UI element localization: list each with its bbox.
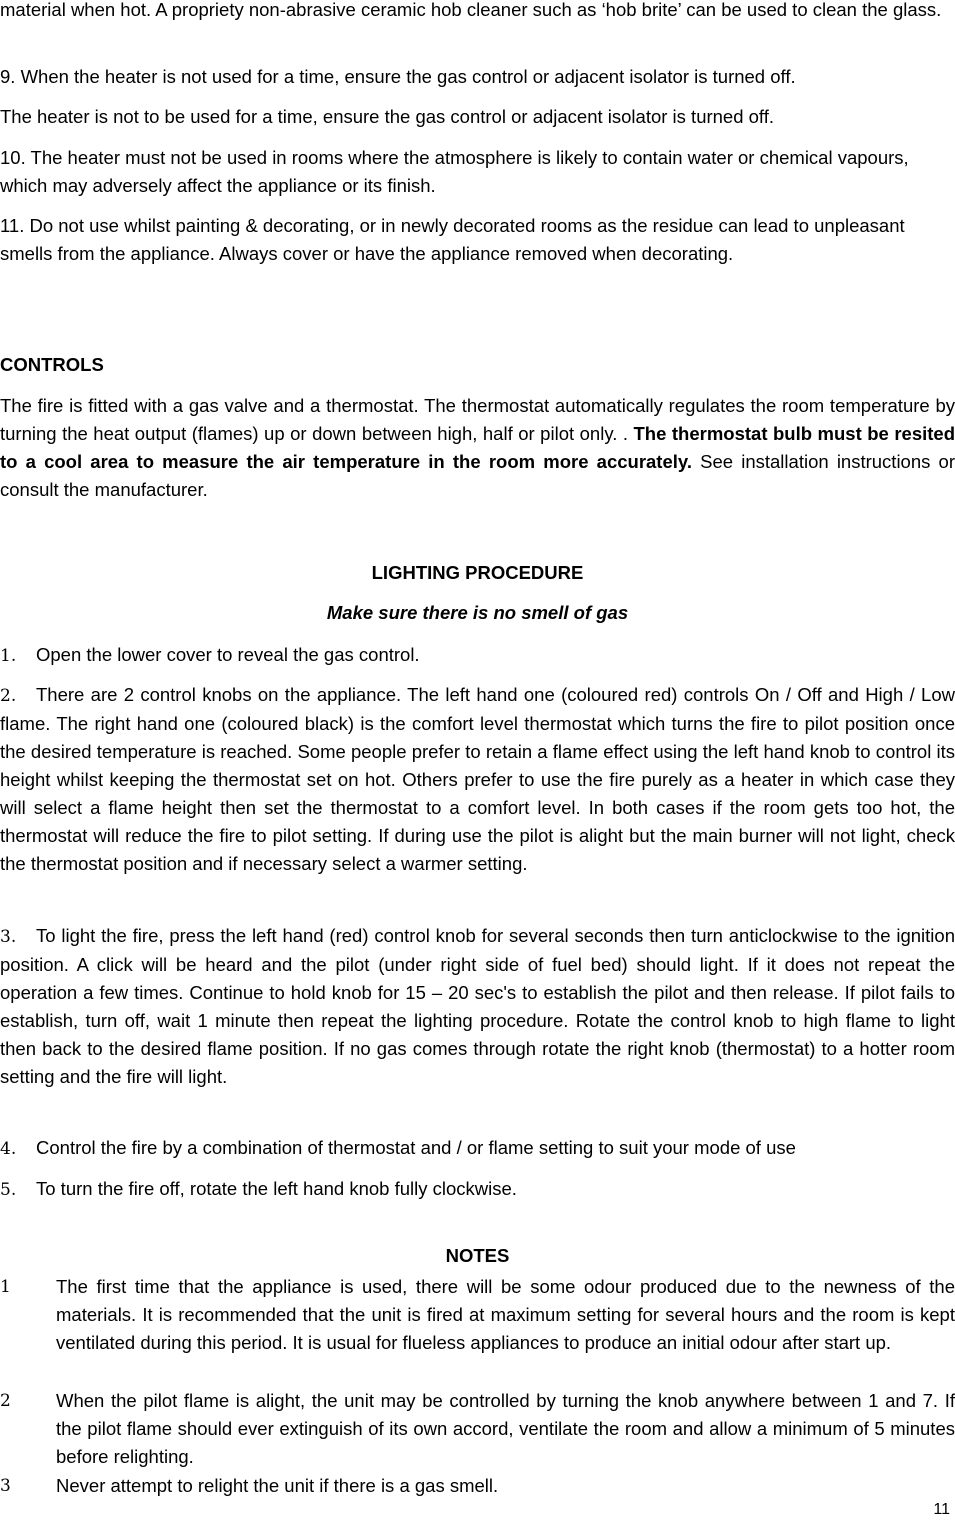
item-11: 11. Do not use whilst painting & decorating, or in newly decorated rooms as the residue can lead to unpleasant smells from the appliance. Always cover or have the appliance removed when decorating.: [0, 215, 905, 264]
note-text: The first time that the appliance is used, there will be some odour produced due to the newness of the materials. It is recommended that the unit is fired at maximum setting for several hours and the room is kept ventilated during this period. It is usual for flueless appliances to produce an initial odour after start up.: [56, 1276, 955, 1353]
notes-heading: NOTES: [445, 1245, 510, 1266]
note-item-2: [0, 1387, 955, 1471]
note-item-3: [0, 1472, 955, 1500]
item-10: 10. The heater must not be used in rooms where the atmosphere is likely to contain water or chemical vapours, which may adversely affect the appliance or its finish.: [0, 147, 909, 196]
lighting-step-4: [0, 1134, 955, 1163]
controls-paragraph: [0, 392, 955, 504]
controls-bold-text: The thermostat bulb must be resited to a cool area to measure the air temperature in the room more accurately.: [0, 423, 955, 472]
step-text: There are 2 control knobs on the appliance. The left hand one (coloured red) controls On / Off and High / Low flame. The right hand one (coloured black) is the comfort level thermostat which turns the fire to pilot position once the desired temperature is reached. Some people prefer to retain a flame effect using the left hand knob to control its height whilst keeping the thermostat set on hot. Others prefer to use the fire purely as a heater in which case they will select a flame height then set the thermostat to a comfort level. In both cases if the room gets too hot, the thermostat will reduce the fire to pilot setting. If during use the pilot is alight but the main burner will not light, check the thermostat position and if necessary select a warmer setting.: [0, 684, 955, 874]
lighting-step-3: [0, 922, 955, 1091]
note-number: 3: [0, 1476, 11, 1496]
lighting-subheading: Make sure there is no smell of gas: [326, 602, 629, 623]
lighting-step-2: [0, 681, 955, 878]
step-number: 3.: [0, 927, 17, 947]
note-item-1: [0, 1273, 955, 1357]
step-text: Control the fire by a combination of thermostat and / or flame setting to suit your mode of use: [36, 1137, 796, 1158]
intro-paragraph: material when hot. A propriety non-abrasive ceramic hob cleaner such as ‘hob brite’ can be used to clean the glass.: [0, 0, 942, 20]
step-number: 1.: [0, 646, 17, 666]
step-text: Open the lower cover to reveal the gas control.: [36, 644, 420, 665]
lighting-step-5: [0, 1175, 955, 1204]
item-9a: 9. When the heater is not used for a time, ensure the gas control or adjacent isolator is turned off.: [0, 66, 796, 87]
lighting-step-1: [0, 641, 955, 670]
page-number: 11: [933, 1501, 950, 1518]
step-number: 5.: [0, 1180, 17, 1200]
step-number: 4.: [0, 1139, 17, 1159]
controls-heading: CONTROLS: [0, 354, 104, 375]
step-number: 2.: [0, 686, 17, 706]
note-text: Never attempt to relight the unit if there is a gas smell.: [56, 1475, 499, 1496]
note-number: 1: [0, 1277, 11, 1297]
item-9b: The heater is not to be used for a time, ensure the gas control or adjacent isolator is turned off.: [0, 106, 775, 127]
step-text: To light the fire, press the left hand (red) control knob for several seconds then turn anticlockwise to the ignition position. A click will be heard and the pilot (under right side of fuel bed) should light. If it does not repeat the operation a few times. Continue to hold knob for 15 – 20 sec's to establish the pilot and then release. If pilot fails to establish, turn off, wait 1 minute then repeat the lighting procedure. Rotate the control knob to high flame to light then back to the desired flame position. If no gas comes through rotate the right knob (thermostat) to a hotter room setting and the fire will light.: [0, 925, 955, 1087]
step-text: To turn the fire off, rotate the left hand knob fully clockwise.: [36, 1178, 517, 1199]
note-number: 2: [0, 1391, 11, 1411]
note-text: When the pilot flame is alight, the unit may be controlled by turning the knob anywhere between 1 and 7. If the pilot flame should ever extinguish of its own accord, ventilate the room and allow a minimum of 5 minutes before relighting.: [56, 1390, 955, 1467]
controls-text-1: The fire is fitted with a gas valve and a thermostat. The thermostat automatically regulates the room temperature by turning the heat output (flames) up or down between high, half or pilot only. .: [0, 395, 955, 444]
controls-text-2: See installation instructions or consult the manufacturer.: [0, 451, 955, 500]
lighting-heading: LIGHTING PROCEDURE: [371, 562, 584, 583]
